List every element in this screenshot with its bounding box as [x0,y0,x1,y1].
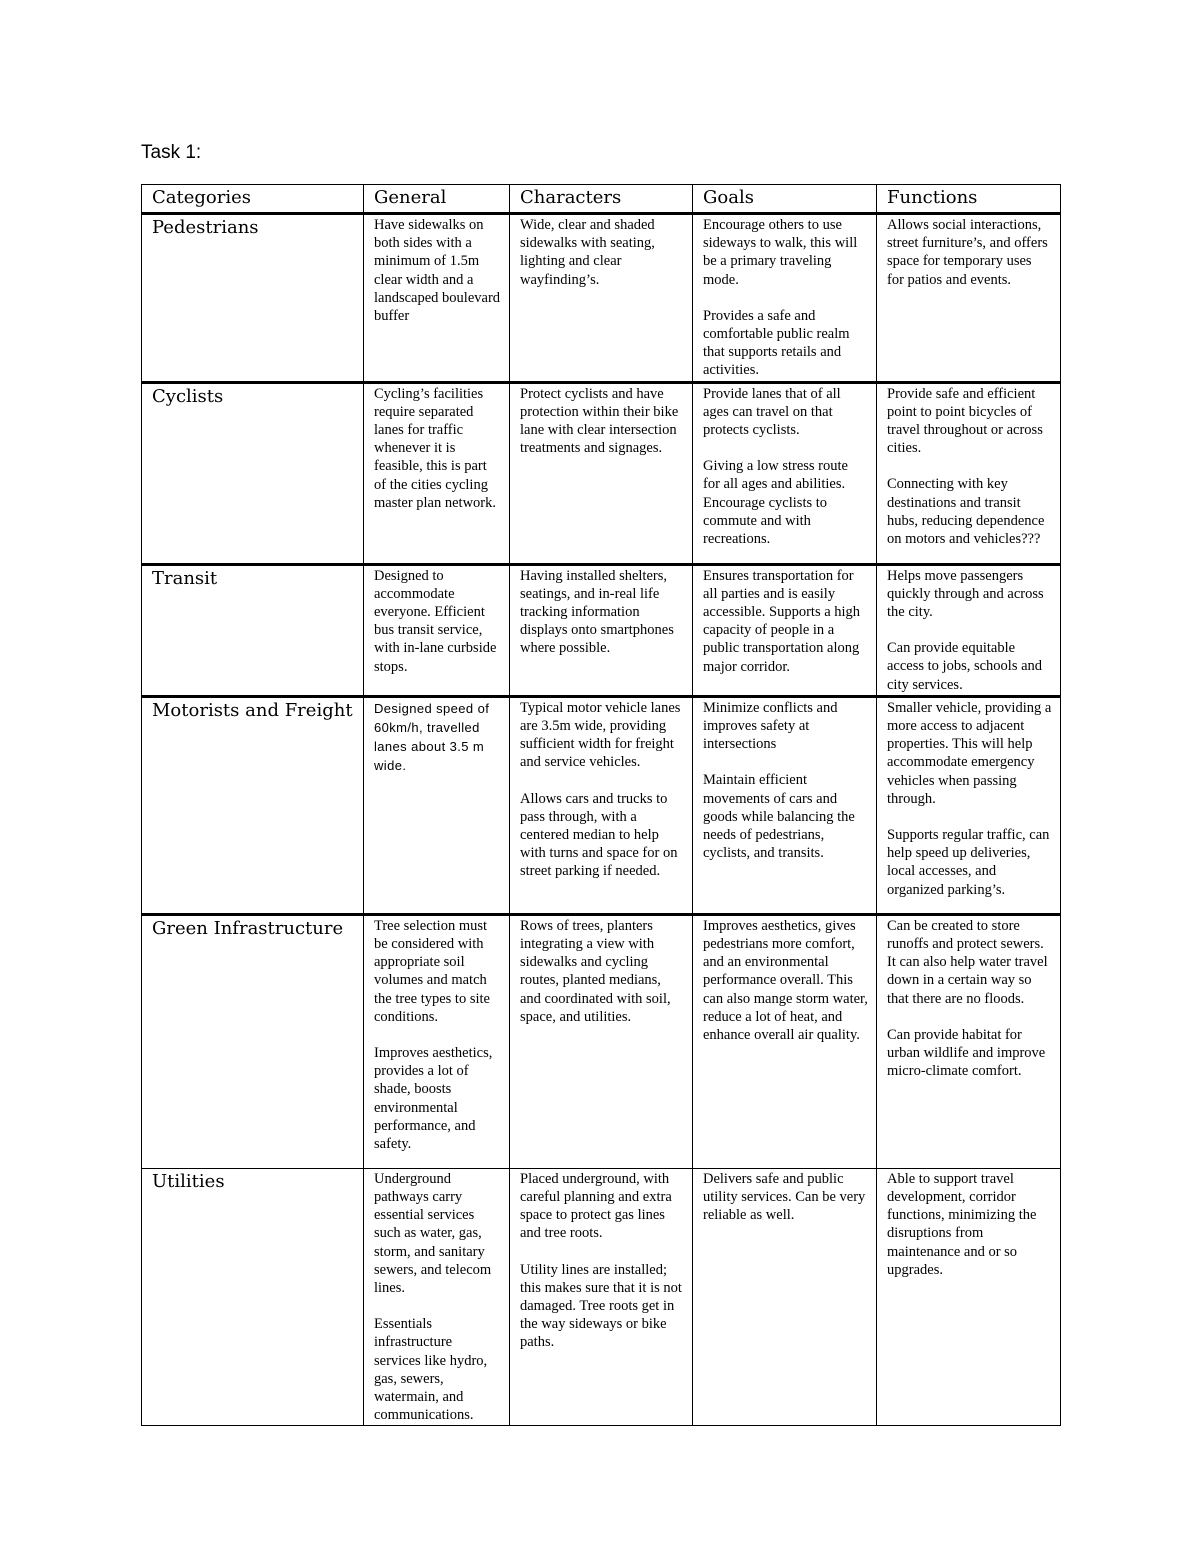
general-cell [364,382,510,564]
functions-cell [877,214,1061,383]
header-categories: Categories [142,185,364,214]
functions-cell [877,1168,1061,1426]
cell-text: Underground pathways carry essential services such as water, gas, storm, and sanitary sewers, and telecom lines. [374,1170,492,1297]
header-goals: Goals [693,185,877,214]
cell-text: Allows social interactions, street furniture’s, and offers space for temporary uses for patios and events. [887,217,1048,288]
goals-cell [693,914,877,1168]
header-functions: Functions [877,185,1061,214]
goals-cell [693,382,877,564]
table-row [142,914,1061,1168]
cell-text: Maintain efficient movements of cars and goods while balancing the needs of pedestrians, cyclists, and transits. [703,772,855,862]
cell-text: Ensures transportation for all parties and is easily accessible. Supports a high capacity of people in a public transportation along major corridor. [703,567,861,675]
category-cell: Green Infrastructure [142,914,364,1168]
goals-cell [693,564,877,696]
category-cell: Utilities [142,1168,364,1426]
header-characters: Characters [510,185,693,214]
cell-text: Designed to accommodate everyone. Efficient bus transit service, with in-lane curbside stops. [374,567,497,675]
table-row [142,696,1061,914]
category-cell: Motorists and Freight [142,696,364,914]
general-cell [364,214,510,383]
cell-text: Smaller vehicle, providing a more access to adjacent properties. This will help accommodate emergency vehicles when passing through. [887,699,1052,807]
cell-text: Protect cyclists and have protection within their bike lane with clear intersection treatments and signages. [520,385,679,457]
task-title: Task 1: [141,142,202,163]
functions-cell [877,382,1061,564]
cell-text: Supports regular traffic, can help speed up deliveries, local accesses, and organized parking’s. [887,827,1050,898]
category-cell: Transit [142,564,364,696]
cell-text: Improves aesthetics, gives pedestrians more comfort, and an environmental performance overall. This can also mange storm water, reduce a lot of heat, and enhance overall air quality. [703,917,868,1044]
cell-text: Typical motor vehicle lanes are 3.5m wide, providing sufficient width for freight and service vehicles. [520,699,681,771]
general-cell [364,564,510,696]
table-row [142,214,1061,383]
cell-text: Can provide equitable access to jobs, schools and city services. [887,640,1043,693]
cell-text: Able to support travel development, corridor functions, minimizing the disruptions from maintenance and or so upgrades. [887,1170,1037,1278]
goals-cell [693,1168,877,1426]
cell-text: Improves aesthetics, provides a lot of shade, boosts environmental performance, and safety. [374,1045,493,1153]
cell-text: Tree selection must be considered with appropriate soil volumes and match the tree types to site conditions. [374,917,490,1025]
category-cell: Pedestrians [142,214,364,383]
header-row [142,185,1061,214]
goals-cell [693,214,877,383]
characters-cell [510,564,693,696]
cell-text: Helps move passengers quickly through and across the city. [887,567,1044,621]
characters-cell [510,1168,693,1426]
cell-text: Provides a safe and comfortable public realm that supports retails and activities. [703,307,850,379]
functions-cell [877,564,1061,696]
characters-cell [510,214,693,383]
goals-cell [693,696,877,914]
cell-text: Provide lanes that of all ages can travel on that protects cyclists. [703,385,841,439]
cell-text: Provide safe and efficient point to point bicycles of travel throughout or across cities. [887,385,1043,457]
cell-text: Cycling’s facilities require separated lanes for traffic whenever it is feasible, this is part of the cities cycling master plan network. [374,385,497,511]
cell-text: Designed speed of 60km/h, travelled lanes about 3.5 m wide. [374,700,490,773]
cell-text: Encourage others to use sideways to walk, this will be a primary traveling mode. [703,217,858,288]
table-row [142,382,1061,564]
cell-text: Minimize conflicts and improves safety at intersections [703,699,838,753]
cell-text: Delivers safe and public utility services. Can be very reliable as well. [703,1170,866,1224]
cell-text: Having installed shelters, seatings, and in-real life tracking information displays onto smartphones where possible. [520,567,674,657]
cell-text: Allows cars and trucks to pass through, with a centered median to help with turns and space for on street parking if needed. [520,790,678,880]
cell-text: Placed underground, with careful planning and extra space to protect gas lines and tree roots. [520,1170,672,1242]
category-cell: Cyclists [142,382,364,564]
cell-text: Can provide habitat for urban wildlife and improve micro-climate comfort. [887,1026,1046,1080]
functions-cell [877,914,1061,1168]
general-cell [364,696,510,914]
cell-text: Essentials infrastructure services like hydro, gas, sewers, watermain, and communications. [374,1316,488,1424]
categories-table [141,184,1061,1426]
cell-text: Connecting with key destinations and transit hubs, reducing dependence on motors and vehicles??? [887,476,1045,548]
characters-cell [510,696,693,914]
cell-text: Can be created to store runoffs and protect sewers. It can also help water travel down in a certain way so that there are no floods. [887,917,1048,1007]
cell-text: Giving a low stress route for all ages and abilities. Encourage cyclists to commute and with recreations. [703,458,848,548]
header-general: General [364,185,510,214]
cell-text: Utility lines are installed; this makes sure that it is not damaged. Tree roots get in the way sideways or bike paths. [520,1261,682,1351]
characters-cell [510,382,693,564]
general-cell [364,1168,510,1426]
general-cell [364,914,510,1168]
table-row [142,564,1061,696]
functions-cell [877,696,1061,914]
cell-text: Rows of trees, planters integrating a view with sidewalks and cycling routes, planted medians, and coordinated with soil, space, and utilities. [520,917,671,1025]
cell-text: Have sidewalks on both sides with a minimum of 1.5m clear width and a landscaped boulevard buffer [374,217,501,325]
table-row [142,1168,1061,1426]
characters-cell [510,914,693,1168]
cell-text: Wide, clear and shaded sidewalks with seating, lighting and clear wayfinding’s. [520,217,655,288]
